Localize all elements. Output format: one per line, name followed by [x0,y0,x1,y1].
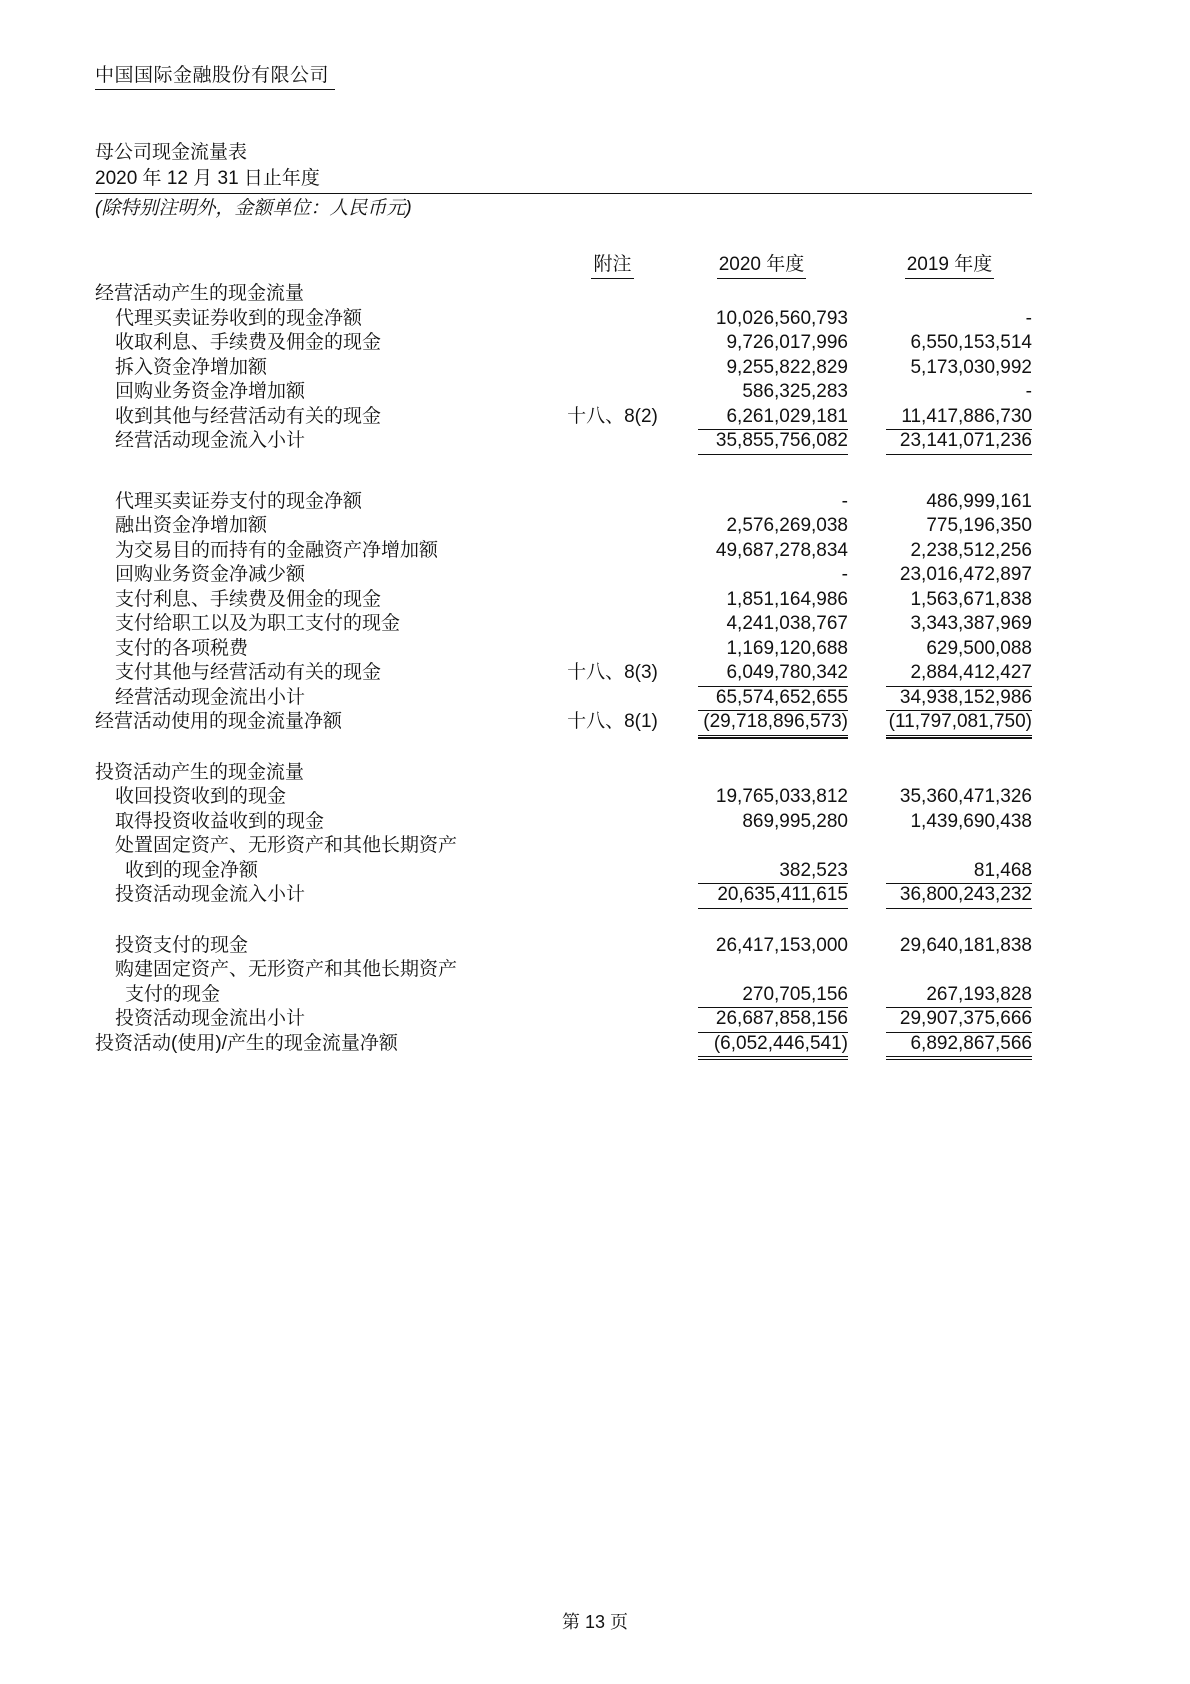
column-header-2020: 2020 年度 [675,252,848,279]
row-label: 处置固定资产、无形资产和其他长期资产 [115,835,458,856]
row-note [550,934,675,959]
table-row [95,1007,1032,1032]
row-note [550,612,675,637]
row-note [550,429,675,454]
row-note [550,983,675,1008]
row-note [550,1032,675,1057]
column-gap [848,539,867,564]
column-gap [848,958,867,983]
row-label: 收回投资收到的现金 [115,786,287,807]
row-value-2020: 49,687,278,834 [715,539,848,561]
table-row [95,710,1032,735]
table-row [95,661,1032,686]
row-label: 经营活动产生的现金流量 [95,283,305,304]
row-label: 支付的现金 [125,983,221,1005]
company-name: 中国国际金融股份有限公司 [95,60,335,90]
statement-title: 母公司现金流量表 [95,142,248,163]
row-label: 融出资金净增加额 [115,515,268,536]
row-value-2019 [867,761,1032,786]
column-gap [848,331,867,356]
row-value-2020: 1,169,120,688 [726,637,848,659]
row-label: 经营活动现金流入小计 [115,430,306,451]
row-value-2020: 1,851,164,986 [726,588,848,610]
row-label: 支付其他与经营活动有关的现金 [115,662,382,683]
row-value-2019: 2,238,512,256 [910,539,1032,561]
row-value-2020: 6,049,780,342 [675,661,848,686]
row-label: 取得投资收益收到的现金 [115,810,325,832]
table-row [95,810,1032,835]
row-value-2019: 775,196,350 [926,515,1032,536]
row-value-2019: 6,550,153,514 [910,332,1032,353]
column-gap [848,710,867,735]
row-value-2020 [675,282,848,307]
row-value-2019: 29,907,375,666 [867,1007,1032,1032]
row-value-2019: 3,343,387,969 [910,613,1032,634]
row-value-2019 [867,958,1032,983]
table-row [95,588,1032,613]
row-label: 收到的现金净额 [125,859,259,881]
row-value-2020: (29,718,896,573) [675,710,848,735]
row-note [550,883,675,908]
row-value-2020: 26,417,153,000 [715,934,848,956]
column-header-note: 附注 [550,252,675,279]
page-number: 第 13 页 [561,1612,629,1632]
table-row [95,934,1032,959]
row-value-2019: 5,173,030,992 [910,356,1032,378]
row-value-2020: - [841,490,848,512]
column-gap [848,307,867,332]
column-headers [95,252,1032,279]
row-value-2019: - [1025,381,1032,402]
row-label: 收取利息、手续费及佣金的现金 [115,332,382,353]
row-label: 代理买卖证券收到的现金净额 [115,307,363,329]
row-value-2019: 23,016,472,897 [899,564,1032,585]
row-value-2019: (11,797,081,750) [867,710,1032,735]
row-note [550,539,675,564]
column-gap [848,612,867,637]
column-gap [848,934,867,959]
column-gap [848,380,867,405]
row-value-2020 [675,958,848,983]
column-gap [848,785,867,810]
statement-content [95,60,1032,1056]
table-row [95,356,1032,381]
row-value-2020: 35,855,756,082 [675,429,848,454]
row-label: 购建固定资产、无形资产和其他长期资产 [115,959,458,980]
row-value-2020 [675,761,848,786]
table-row [95,859,1032,884]
row-note [550,588,675,613]
row-value-2020: 270,705,156 [675,983,848,1008]
row-label: 投资支付的现金 [115,934,249,956]
row-note [550,834,675,859]
row-note [550,307,675,332]
column-gap [848,490,867,515]
table-row [95,563,1032,588]
row-value-2019: 486,999,161 [926,490,1032,512]
column-gap [848,282,867,307]
spacer-row [95,908,1032,934]
row-label: 投资活动现金流出小计 [115,1008,306,1029]
table-row [95,686,1032,711]
column-gap [848,405,867,430]
column-gap [848,883,867,908]
row-value-2020: 586,325,283 [742,381,848,402]
row-note: 十八、8(3) [567,662,658,683]
row-note [550,380,675,405]
table-row [95,331,1032,356]
table-row [95,380,1032,405]
row-label: 经营活动使用的现金流量净额 [95,711,343,732]
table-row [95,637,1032,662]
row-value-2019: 629,500,088 [926,637,1032,659]
row-value-2020: 26,687,858,156 [675,1007,848,1032]
column-gap [848,810,867,835]
table-row [95,612,1032,637]
row-label: 回购业务资金净减少额 [115,564,306,585]
period-line: 2020 年 12 月 31 日止年度 [95,166,1032,194]
table-row [95,1032,1032,1057]
row-value-2020: 4,241,038,767 [726,613,848,634]
column-gap [848,429,867,454]
row-label: 为交易目的而持有的金融资产净增加额 [115,539,439,561]
row-label: 支付给职工以及为职工支付的现金 [115,613,401,634]
row-value-2020: - [841,564,848,585]
row-label: 代理买卖证券支付的现金净额 [115,490,363,512]
row-note [550,637,675,662]
row-value-2020: 10,026,560,793 [715,307,848,329]
row-value-2019 [867,834,1032,859]
row-label: 回购业务资金净增加额 [115,381,306,402]
row-note [550,490,675,515]
row-value-2019: 35,360,471,326 [899,786,1032,807]
table-row [95,834,1032,859]
column-gap [848,563,867,588]
row-value-2020: 20,635,411,615 [675,883,848,908]
column-gap [848,637,867,662]
row-value-2019: 34,938,152,986 [867,686,1032,711]
table-row [95,958,1032,983]
column-gap [848,661,867,686]
table-row [95,761,1032,786]
table-row [95,539,1032,564]
row-value-2020: 9,726,017,996 [726,332,848,353]
table-row [95,785,1032,810]
column-header-2019: 2019 年度 [867,252,1032,279]
unit-note: (除特别注明外，金额单位：人民币元) [95,198,412,219]
row-value-2020: 2,576,269,038 [726,515,848,536]
row-label: 拆入资金净增加额 [115,356,268,378]
row-note [550,859,675,884]
row-note: 十八、8(1) [567,711,658,732]
title-block [95,140,1032,222]
table-row [95,307,1032,332]
row-note: 十八、8(2) [567,405,658,427]
table-row [95,282,1032,307]
spacer-row [95,454,1032,490]
row-note [550,1007,675,1032]
row-value-2019: 36,800,243,232 [867,883,1032,908]
column-gap [848,834,867,859]
row-value-2020: 869,995,280 [742,810,848,832]
column-gap [848,686,867,711]
row-label: 收到其他与经营活动有关的现金 [115,405,382,427]
column-gap [848,588,867,613]
column-gap [848,761,867,786]
row-note [550,810,675,835]
row-value-2019: 267,193,828 [867,983,1032,1008]
row-label: 投资活动(使用)/产生的现金流量净额 [95,1032,398,1054]
column-gap [848,983,867,1008]
row-note [550,514,675,539]
row-value-2019: 6,892,867,566 [867,1032,1032,1057]
row-note [550,563,675,588]
row-note [550,761,675,786]
table-row [95,490,1032,515]
row-value-2020: 65,574,652,655 [675,686,848,711]
column-gap [848,1007,867,1032]
column-header-spacer [95,252,550,279]
row-value-2020: 19,765,033,812 [715,786,848,807]
row-note [550,958,675,983]
row-label: 投资活动现金流入小计 [115,884,306,905]
table-row [95,883,1032,908]
row-value-2019: 81,468 [867,859,1032,884]
row-value-2019: 23,141,071,236 [867,429,1032,454]
row-value-2019 [867,282,1032,307]
column-gap [848,356,867,381]
column-gap [848,859,867,884]
table-row [95,514,1032,539]
row-label: 支付的各项税费 [115,637,249,659]
row-value-2019: 2,884,412,427 [867,661,1032,686]
row-note [550,331,675,356]
row-value-2020: 382,523 [675,859,848,884]
row-label: 投资活动产生的现金流量 [95,761,305,783]
row-label: 经营活动现金流出小计 [115,686,306,708]
row-value-2019: - [1025,307,1032,329]
row-value-2019: 11,417,886,730 [867,405,1032,430]
row-value-2019: 1,439,690,438 [910,810,1032,832]
row-note [550,356,675,381]
row-value-2020: (6,052,446,541) [675,1032,848,1057]
row-note [550,282,675,307]
row-value-2019: 1,563,671,838 [910,588,1032,610]
row-value-2020 [675,834,848,859]
column-gap [848,1032,867,1057]
row-value-2019: 29,640,181,838 [899,934,1032,956]
row-label: 支付利息、手续费及佣金的现金 [115,588,382,610]
table-row [95,983,1032,1008]
table-row [95,429,1032,454]
table-row [95,405,1032,430]
row-value-2020: 6,261,029,181 [675,405,848,430]
row-value-2020: 9,255,822,829 [726,356,848,378]
column-gap [848,514,867,539]
row-note [550,686,675,711]
row-note [550,785,675,810]
statement-rows [95,282,1032,1056]
